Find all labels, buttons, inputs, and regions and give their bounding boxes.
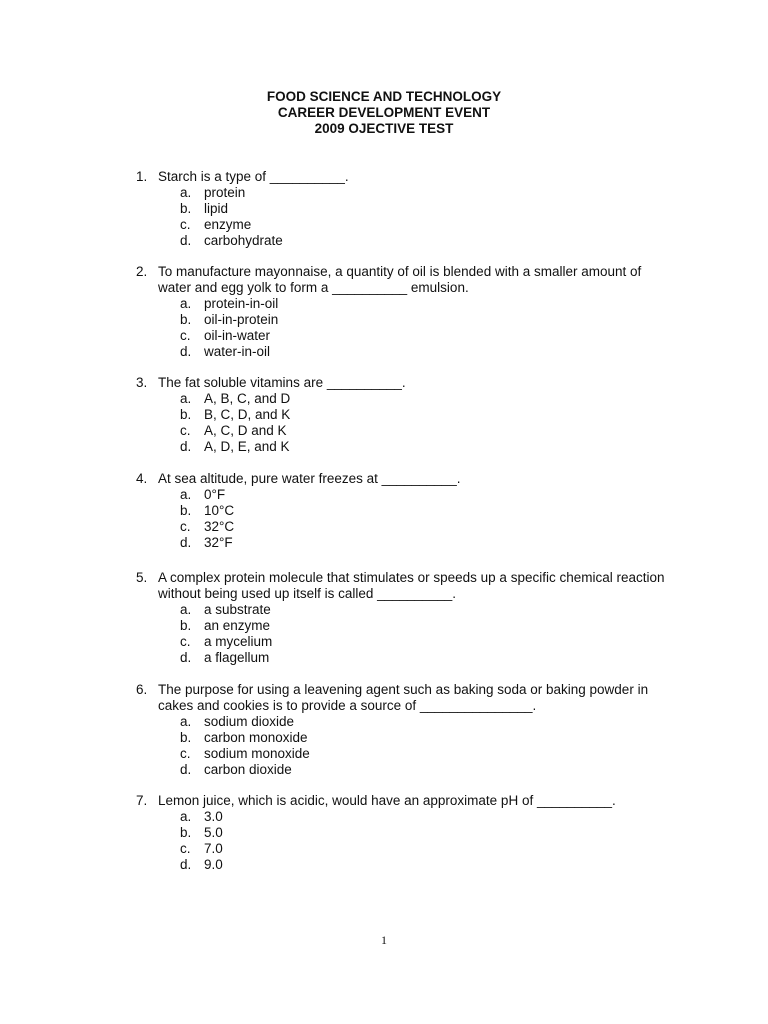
question-1 xyxy=(136,169,676,249)
question-number: 4. xyxy=(136,471,148,486)
option-letter: b. xyxy=(180,730,192,745)
question-5 xyxy=(136,570,676,666)
option-letter: d. xyxy=(180,762,192,777)
answer-option-c xyxy=(136,423,676,439)
answer-options xyxy=(136,487,676,551)
option-text: 5.0 xyxy=(204,825,223,840)
answer-option-a xyxy=(136,391,676,407)
option-letter: d. xyxy=(180,650,192,665)
answer-option-b xyxy=(136,730,676,746)
option-text: an enzyme xyxy=(204,618,271,633)
option-text: A, C, D and K xyxy=(204,423,287,438)
answer-option-d xyxy=(136,233,676,249)
answer-option-b xyxy=(136,312,676,328)
question-stem xyxy=(136,471,676,487)
option-letter: d. xyxy=(180,233,192,248)
answer-option-a xyxy=(136,487,676,503)
answer-option-a xyxy=(136,714,676,730)
page-number: 1 xyxy=(381,933,387,947)
option-text: a flagellum xyxy=(204,650,270,665)
option-letter: d. xyxy=(180,344,192,359)
option-text: A, B, C, and D xyxy=(204,391,291,406)
question-stem xyxy=(136,682,676,714)
option-text: B, C, D, and K xyxy=(204,407,291,422)
option-letter: b. xyxy=(180,407,192,422)
option-text: 3.0 xyxy=(204,809,223,824)
option-text: protein-in-oil xyxy=(204,296,279,311)
question-6 xyxy=(136,682,676,778)
option-letter: a. xyxy=(180,391,192,406)
option-letter: a. xyxy=(180,602,192,617)
option-text: 0°F xyxy=(204,487,226,502)
answer-option-a xyxy=(136,602,676,618)
option-letter: d. xyxy=(180,857,192,872)
option-text: 9.0 xyxy=(204,857,223,872)
option-letter: a. xyxy=(180,296,192,311)
answer-option-b xyxy=(136,618,676,634)
option-letter: b. xyxy=(180,201,192,216)
question-text: A complex protein molecule that stimulates or speeds up a specific chemical reaction without being used up itself is called __________. xyxy=(158,570,665,601)
option-letter: b. xyxy=(180,312,192,327)
question-3 xyxy=(136,375,676,455)
answer-option-d xyxy=(136,344,676,360)
answer-option-b xyxy=(136,503,676,519)
question-number: 3. xyxy=(136,375,148,390)
option-text: enzyme xyxy=(204,217,252,232)
option-text: lipid xyxy=(204,201,229,216)
option-text: a substrate xyxy=(204,602,271,617)
question-number: 2. xyxy=(136,264,148,279)
answer-option-d xyxy=(136,857,676,873)
option-text: carbon monoxide xyxy=(204,730,308,745)
option-text: oil-in-water xyxy=(204,328,271,343)
option-letter: a. xyxy=(180,487,192,502)
answer-option-a xyxy=(136,185,676,201)
option-letter: b. xyxy=(180,825,192,840)
question-number: 6. xyxy=(136,682,148,697)
question-number: 7. xyxy=(136,793,148,808)
question-stem xyxy=(136,570,676,602)
question-2 xyxy=(136,264,676,360)
option-letter: d. xyxy=(180,439,192,454)
question-stem xyxy=(136,793,676,809)
answer-option-d xyxy=(136,439,676,455)
question-number: 1. xyxy=(136,169,148,184)
option-letter: a. xyxy=(180,809,192,824)
option-letter: c. xyxy=(180,328,191,343)
option-text: carbohydrate xyxy=(204,233,283,248)
option-text: protein xyxy=(204,185,246,200)
question-7 xyxy=(136,793,676,873)
question-stem xyxy=(136,169,676,185)
option-text: oil-in-protein xyxy=(204,312,279,327)
option-text: water-in-oil xyxy=(204,344,271,359)
header-test-year: 2009 OJECTIVE TEST xyxy=(314,121,454,136)
answer-option-c xyxy=(136,634,676,650)
option-text: sodium monoxide xyxy=(204,746,310,761)
option-letter: a. xyxy=(180,714,192,729)
answer-option-c xyxy=(136,746,676,762)
option-text: 10°C xyxy=(204,503,235,518)
question-text: To manufacture mayonnaise, a quantity of oil is blended with a smaller amount of water and egg yolk to form a __________ emulsion. xyxy=(158,264,642,295)
option-text: 7.0 xyxy=(204,841,223,856)
question-text: At sea altitude, pure water freezes at __________. xyxy=(158,471,461,486)
option-letter: a. xyxy=(180,185,192,200)
option-letter: c. xyxy=(180,746,191,761)
question-stem xyxy=(136,264,676,296)
answer-options xyxy=(136,296,676,360)
header-title: FOOD SCIENCE AND TECHNOLOGY xyxy=(266,89,502,104)
answer-option-a xyxy=(136,296,676,312)
answer-option-d xyxy=(136,650,676,666)
option-text: 32°F xyxy=(204,535,233,550)
answer-option-b xyxy=(136,825,676,841)
question-text: The fat soluble vitamins are __________. xyxy=(158,375,406,390)
option-letter: c. xyxy=(180,841,191,856)
option-letter: c. xyxy=(180,634,191,649)
question-number: 5. xyxy=(136,570,148,585)
option-text: a mycelium xyxy=(204,634,273,649)
answer-options xyxy=(136,809,676,873)
answer-options xyxy=(136,602,676,666)
question-4 xyxy=(136,471,676,551)
answer-option-d xyxy=(136,535,676,551)
option-text: A, D, E, and K xyxy=(204,439,290,454)
answer-option-d xyxy=(136,762,676,778)
document-header xyxy=(0,89,768,137)
answer-option-c xyxy=(136,328,676,344)
option-letter: c. xyxy=(180,217,191,232)
question-stem xyxy=(136,375,676,391)
answer-option-c xyxy=(136,217,676,233)
option-text: sodium dioxide xyxy=(204,714,295,729)
answer-options xyxy=(136,185,676,249)
answer-option-a xyxy=(136,809,676,825)
answer-options xyxy=(136,714,676,778)
option-text: 32°C xyxy=(204,519,235,534)
option-letter: c. xyxy=(180,423,191,438)
question-text: The purpose for using a leavening agent such as baking soda or baking powder in cakes and cookies is to provide a source of _______________. xyxy=(158,682,649,713)
answer-option-b xyxy=(136,407,676,423)
option-letter: d. xyxy=(180,535,192,550)
option-letter: c. xyxy=(180,519,191,534)
option-text: carbon dioxide xyxy=(204,762,292,777)
option-letter: b. xyxy=(180,503,192,518)
answer-option-c xyxy=(136,519,676,535)
question-text: Starch is a type of __________. xyxy=(158,169,349,184)
question-text: Lemon juice, which is acidic, would have an approximate pH of __________. xyxy=(158,793,616,808)
header-subtitle: CAREER DEVELOPMENT EVENT xyxy=(277,105,491,120)
answer-option-c xyxy=(136,841,676,857)
answer-options xyxy=(136,391,676,455)
option-letter: b. xyxy=(180,618,192,633)
answer-option-b xyxy=(136,201,676,217)
